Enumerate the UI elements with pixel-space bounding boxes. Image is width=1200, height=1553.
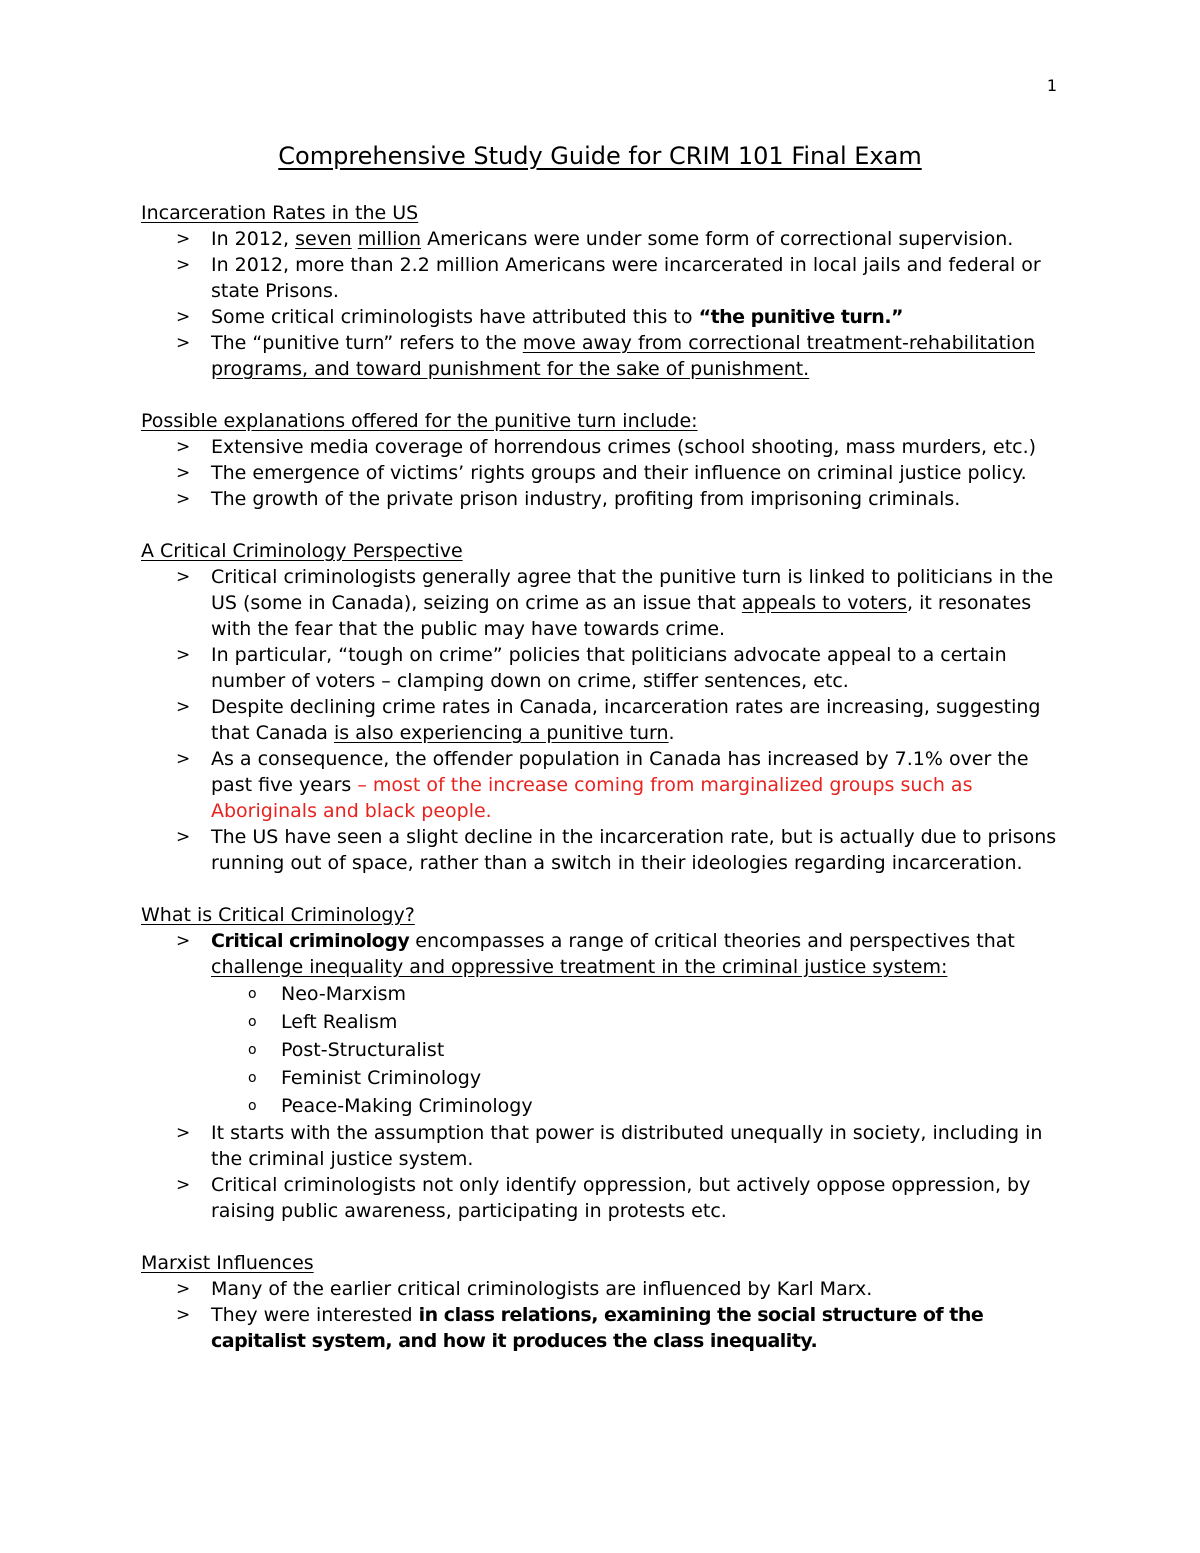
underlined-text: million bbox=[357, 228, 422, 250]
section-incarceration-rates bbox=[141, 200, 1061, 382]
bold-text: in class relations, examining the social structure of the capitalist system, and how it produces the class inequality. bbox=[211, 1304, 984, 1352]
bullet-marker: > bbox=[176, 489, 191, 509]
sub-list-item bbox=[141, 1064, 1061, 1092]
text: The “punitive turn” refers to the bbox=[211, 332, 523, 354]
page-title: Comprehensive Study Guide for CRIM 101 Final Exam bbox=[278, 142, 922, 170]
list-item bbox=[141, 824, 1061, 876]
highlighted-red-text: – most of the increase coming from marginalized groups such as Aboriginals and black people. bbox=[211, 774, 973, 822]
bullet-list bbox=[141, 1276, 1061, 1354]
text: In particular, “tough on crime” policies that politicians advocate appeal to a certain number of voters – clamping down on crime, stiffer sentences, etc. bbox=[211, 644, 1007, 692]
bullet-list bbox=[141, 226, 1061, 382]
text: In 2012, bbox=[211, 228, 296, 250]
text: encompasses a range of critical theories and perspectives that bbox=[409, 930, 1015, 952]
list-item bbox=[141, 1276, 1061, 1302]
text: The US have seen a slight decline in the incarceration rate, but is actually due to prisons running out of space, rather than a switch in their ideologies regarding incarceration. bbox=[211, 826, 1057, 874]
list-item bbox=[141, 304, 1061, 330]
bullet-marker: > bbox=[176, 749, 191, 769]
list-item bbox=[141, 928, 1061, 1120]
bullet-marker: > bbox=[176, 255, 191, 275]
sub-bullet-marker: o bbox=[248, 986, 257, 1002]
list-item bbox=[141, 642, 1061, 694]
sub-bullet-marker: o bbox=[248, 1014, 257, 1030]
bullet-marker: > bbox=[176, 697, 191, 717]
bullet-marker: > bbox=[176, 463, 191, 483]
page-number: 1 bbox=[1046, 76, 1057, 95]
underlined-text: challenge inequality and oppressive treatment in the criminal justice system: bbox=[211, 956, 948, 978]
sub-bullet-marker: o bbox=[248, 1070, 257, 1086]
list-item bbox=[141, 1302, 1061, 1354]
sub-list bbox=[211, 980, 1061, 1120]
bullet-marker: > bbox=[176, 1305, 191, 1325]
list-item bbox=[141, 564, 1061, 642]
section-heading: Possible explanations offered for the punitive turn include: bbox=[141, 410, 698, 432]
sub-list-item bbox=[141, 1092, 1061, 1120]
text: . bbox=[668, 722, 675, 744]
list-item bbox=[141, 1172, 1061, 1224]
list-item bbox=[141, 330, 1061, 382]
bullet-marker: > bbox=[176, 307, 191, 327]
bold-text: “the punitive turn.” bbox=[698, 306, 904, 328]
list-item bbox=[141, 460, 1061, 486]
bullet-marker: > bbox=[176, 333, 191, 353]
document-body bbox=[141, 200, 1061, 1380]
text: Post-Structuralist bbox=[281, 1039, 445, 1061]
text: Americans were under some form of correctional supervision. bbox=[421, 228, 1014, 250]
section-what-is-critical-criminology bbox=[141, 902, 1061, 1224]
section-heading: Marxist Influences bbox=[141, 1252, 314, 1274]
bullet-marker: > bbox=[176, 827, 191, 847]
section-critical-criminology-perspective bbox=[141, 538, 1061, 876]
bullet-list bbox=[141, 434, 1061, 512]
list-item bbox=[141, 486, 1061, 512]
section-heading: What is Critical Criminology? bbox=[141, 904, 415, 926]
bullet-marker: > bbox=[176, 229, 191, 249]
text: Neo-Marxism bbox=[281, 983, 407, 1005]
text: , it resonates with the fear that the public may have towards crime. bbox=[211, 592, 1032, 640]
text: Some critical criminologists have attributed this to bbox=[211, 306, 699, 328]
bullet-marker: > bbox=[176, 567, 191, 587]
sub-list-item bbox=[141, 1008, 1061, 1036]
underlined-text: appeals to voters bbox=[741, 592, 908, 614]
list-item bbox=[141, 434, 1061, 460]
bullet-marker: > bbox=[176, 1123, 191, 1143]
underlined-text: seven bbox=[295, 228, 352, 250]
list-item bbox=[141, 1120, 1061, 1172]
text: Critical criminologists not only identify oppression, but actively oppose oppression, by raising public awareness, participating in protests etc. bbox=[211, 1174, 1031, 1222]
text: In 2012, more than 2.2 million Americans were incarcerated in local jails and federal or state Prisons. bbox=[211, 254, 1041, 302]
text: Left Realism bbox=[281, 1011, 398, 1033]
sub-bullet-marker: o bbox=[248, 1098, 257, 1114]
bullet-marker: > bbox=[176, 645, 191, 665]
text: Critical criminologists generally agree that the punitive turn is linked to politicians in the US (some in Canada), seizing on crime as an issue that bbox=[211, 566, 1054, 614]
section-punitive-turn-explanations bbox=[141, 408, 1061, 512]
text: The growth of the private prison industry, profiting from imprisoning criminals. bbox=[211, 488, 961, 510]
bullet-marker: > bbox=[176, 1175, 191, 1195]
list-item bbox=[141, 694, 1061, 746]
bullet-marker: > bbox=[176, 1279, 191, 1299]
text: It starts with the assumption that power is distributed unequally in society, including in the criminal justice system. bbox=[211, 1122, 1043, 1170]
underlined-text: is also experiencing a punitive turn bbox=[333, 722, 669, 744]
text: The emergence of victims’ rights groups and their influence on criminal justice policy. bbox=[211, 462, 1027, 484]
text: Feminist Criminology bbox=[281, 1067, 482, 1089]
bullet-list bbox=[141, 928, 1061, 1224]
text: Extensive media coverage of horrendous crimes (school shooting, mass murders, etc.) bbox=[211, 436, 1037, 458]
text: Despite declining crime rates in Canada, incarceration rates are increasing, suggesting that Canada bbox=[211, 696, 1041, 744]
section-heading: Incarceration Rates in the US bbox=[141, 202, 419, 224]
bold-text: Critical criminology bbox=[211, 930, 410, 952]
bullet-list bbox=[141, 564, 1061, 876]
text: Peace-Making Criminology bbox=[281, 1095, 533, 1117]
bullet-marker: > bbox=[176, 437, 191, 457]
sub-list-item bbox=[141, 980, 1061, 1008]
section-heading: A Critical Criminology Perspective bbox=[141, 540, 463, 562]
sub-bullet-marker: o bbox=[248, 1042, 257, 1058]
text: Many of the earlier critical criminologists are influenced by Karl Marx. bbox=[211, 1278, 873, 1300]
sub-list-item bbox=[141, 1036, 1061, 1064]
list-item bbox=[141, 226, 1061, 252]
text: As a consequence, the offender population in Canada has increased by 7.1% over the past five years bbox=[211, 748, 1029, 796]
list-item bbox=[141, 252, 1061, 304]
list-item bbox=[141, 746, 1061, 824]
underlined-text: move away from correctional treatment-rehabilitation programs, and toward punishment for the sake of punishment. bbox=[211, 332, 1035, 380]
text: They were interested bbox=[211, 1304, 419, 1326]
section-marxist-influences bbox=[141, 1250, 1061, 1354]
bullet-marker: > bbox=[176, 931, 191, 951]
